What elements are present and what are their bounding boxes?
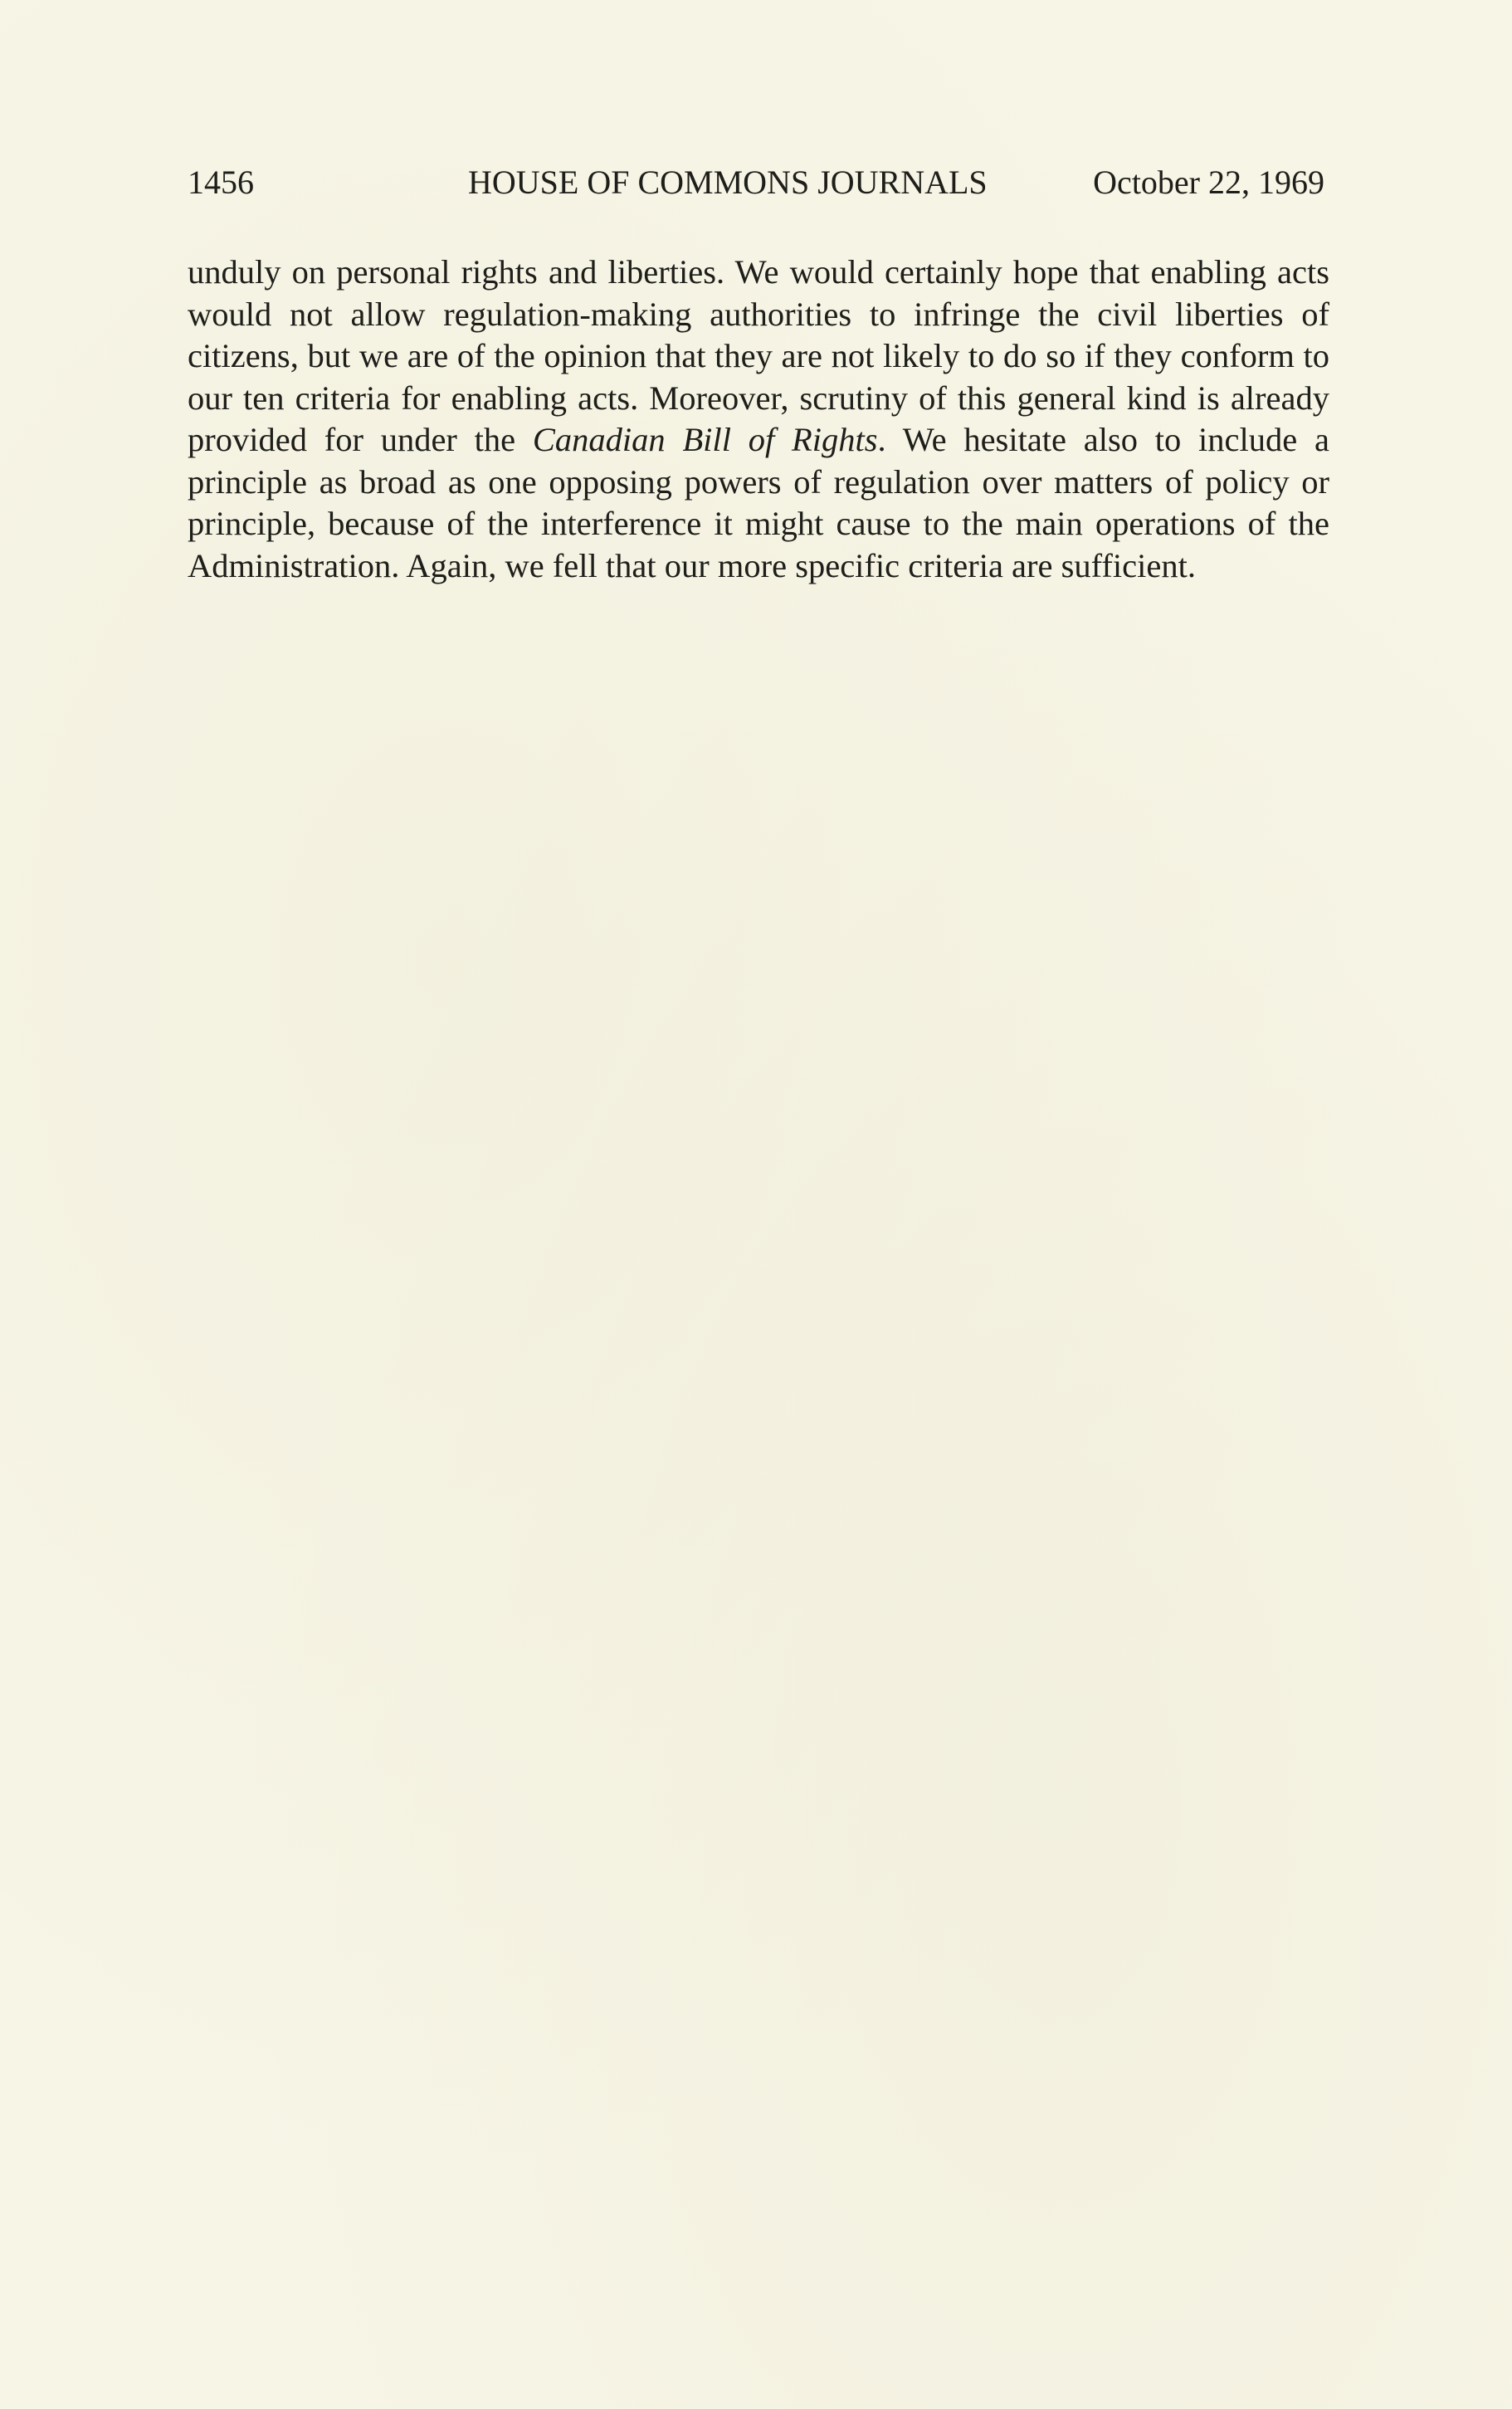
- journal-title: HOUSE OF COMMONS JOURNALS: [468, 164, 988, 201]
- body-paragraph: [188, 252, 1329, 587]
- body-text-part-2: . We hesitate also to include a principle as broad as one opposing powers of regulation over matters of policy or principle, because of the interference it might cause to the main operations of the Administration. Again, we fell that our more specific criteria are sufficient.: [188, 421, 1329, 584]
- page-number: 1456: [188, 164, 254, 201]
- running-head: [188, 163, 1324, 204]
- header-date: October 22, 1969: [1093, 164, 1324, 201]
- body-text-part-1: unduly on personal rights and liberties. We would certainly hope that enabling acts would not allow regulation-making authorities to infringe the civil liberties of citizens, but we are of the opinion that they are not likely to do so if they conform to our ten criteria for enabling acts. Moreover, scrutiny of this general kind is already provided for under the: [188, 253, 1329, 458]
- act-title: Canadian Bill of Rights: [532, 421, 878, 458]
